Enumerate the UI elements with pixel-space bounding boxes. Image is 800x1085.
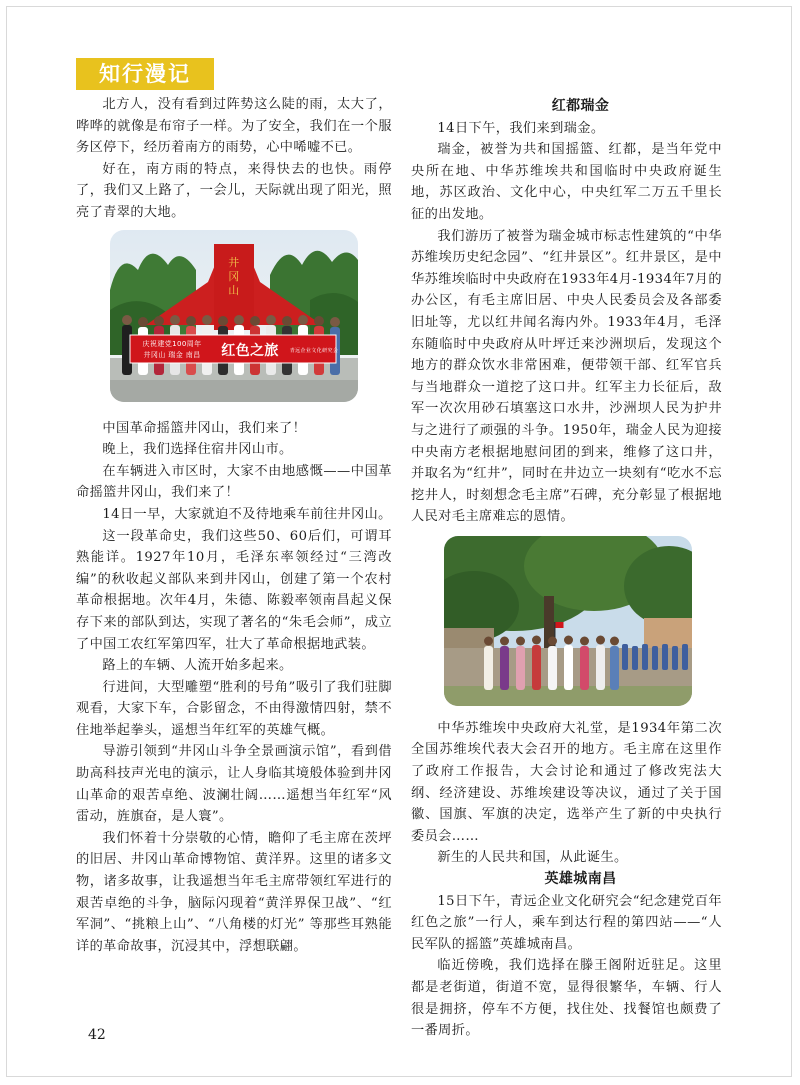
photo-jinggangshan-illustration (110, 230, 358, 402)
monument-text: 井冈山 (228, 255, 240, 297)
paragraph: 临近傍晚，我们选择在滕王阁附近驻足。这里都是老街道，街道不宽，显得很繁华，车辆、行人很是拥挤，停车不方便，找住处、找餐馆也颇费了一番周折。 (411, 958, 722, 1039)
photo-ruijin-group (444, 536, 692, 706)
paragraph: 14日下午，我们来到瑞金。 (437, 120, 605, 136)
paragraph: 晚上，我们选择住宿井冈山市。 (102, 442, 293, 458)
page-number: 42 (88, 1027, 106, 1043)
paragraph: 这一段革命史，我们这些50、60后们，可谓耳熟能详。1927年10月，毛泽东率领经过“三湾改编”的秋收起义部队来到井冈山，创建了第一个农村革命根据地。次年4月，朱德、陈毅率领南昌起义保存下来的部队到达，实现了著名的“朱毛会师”，成立了中国工农红军第四军，壮大了革命根据地武装。 (76, 528, 392, 652)
paragraph: 中国革命摇篮井冈山，我们来了！ (102, 420, 307, 436)
left-column (76, 94, 392, 957)
paragraph: 新生的人民共和国，从此诞生。 (437, 850, 628, 866)
paragraph: 好在，南方雨的特点，来得快去的也快。雨停了，我们又上路了，一会儿，天际就出现了阳光，照亮了青翠的大地。 (76, 161, 392, 220)
paragraph: 导游引领到“井冈山斗争全景画演示馆”，看到借助高科技声光电的演示，让人身临其境般体验到井冈山革命的艰苦卓绝、波澜壮阔……遥想当年红军“风雷动，旌旗奋，是人寰”。 (76, 744, 392, 825)
paragraph: 15日下午，青远企业文化研究会“纪念建党百年红色之旅”一行人，乘车到达行程的第四站——“人民军队的摇篮”英雄城南昌。 (411, 893, 722, 952)
right-column (411, 96, 722, 1042)
paragraph: 在车辆进入市区时，大家不由地感慨——中国革命摇篮井冈山，我们来了！ (76, 463, 392, 501)
paragraph: 瑞金，被誉为共和国摇篮、红都，是当年党中央所在地、中华苏维埃共和国临时中央政府诞生地，苏区政治、文化中心，中央红军二万五千里长征的出发地。 (411, 142, 722, 222)
paragraph: 14日一早，大家就迫不及待地乘车前往井冈山。 (102, 506, 392, 522)
banner-main: 红色之旅 (221, 342, 279, 359)
banner-line2: 井冈山 瑞金 南昌 (143, 350, 201, 359)
photo-ruijin-illustration (444, 536, 692, 706)
banner-right: 青远企业文化研究会 (289, 347, 339, 354)
sub-heading-nanchang: 英雄城南昌 (544, 871, 617, 888)
paragraph: 行进间，大型雕塑“胜利的号角”吸引了我们驻脚观看，大家下车，合影留念，不由得激情四射，禁不住地举起拳头，遥想当年红军的英雄气概。 (76, 679, 392, 738)
paragraph: 中华苏维埃中央政府大礼堂，是1934年第二次全国苏维埃代表大会召开的地方。毛主席在这里作了政府工作报告，大会讨论和通过了修改宪法大纲、经济建设、苏维埃建设等决议，通过了关于国徽、国旗、军旗的决定，选举产生了新的中央执行委员会…… (411, 720, 722, 844)
paragraph: 我们怀着十分崇敬的心情，瞻仰了毛主席在茨坪的旧居、井冈山革命博物馆、黄洋界。这里的诸多文物，诸多故事，让我遥想当年毛主席带领红军进行的艰苦卓绝的斗争，脑际闪现着“黄洋界保卫战”、“红军洞”、“挑粮上山”、“八角楼的灯光” 等那些耳熟能详的革命故事，沉浸其中，浮想联翩。 (76, 830, 392, 954)
paragraph: 北方人，没有看到过阵势这么陡的雨，太大了，哗哗的就像是布帘子一样。为了安全，我们在一个服务区停下，经历着南方的雨势，心中唏嘘不已。 (76, 97, 392, 156)
sub-heading-ruijin: 红都瑞金 (551, 98, 610, 114)
paragraph: 路上的车辆、人流开始多起来。 (102, 658, 293, 674)
section-tag: 知行漫记 (76, 58, 214, 90)
paragraph: 我们游历了被誉为瑞金城市标志性建筑的“中华苏维埃历史纪念园”、“红井景区”。红井景区，是中华苏维埃临时中央政府在1933年4月-1934年7月的办公区，有毛主席旧居、中央人民委员会及各部委旧址等，尤以红井闻名海内外。1933年4月，毛泽东随临时中央政府从叶坪迁来沙洲坝后，发现这个地方的群众饮水非常困难，便带领干部、红军官兵与当地群众一道挖了这口井。红军主力长征后，敌军一次次用砂石填塞这口水井，沙洲坝人民为护井与之进行了顽强的斗争。1950年，瑞金人民为迎接中央南方老根据地慰问团的到来，维修了这口井，并取名为“红井”，同时在井边立一块刻有“吃水不忘挖井人，时刻想念毛主席”石碑，充分彰显了根据地人民对毛主席难忘的恩情。 (411, 228, 722, 525)
banner-line1: 庆祝建党100周年 (142, 339, 202, 348)
photo-jinggangshan-group (110, 230, 358, 402)
